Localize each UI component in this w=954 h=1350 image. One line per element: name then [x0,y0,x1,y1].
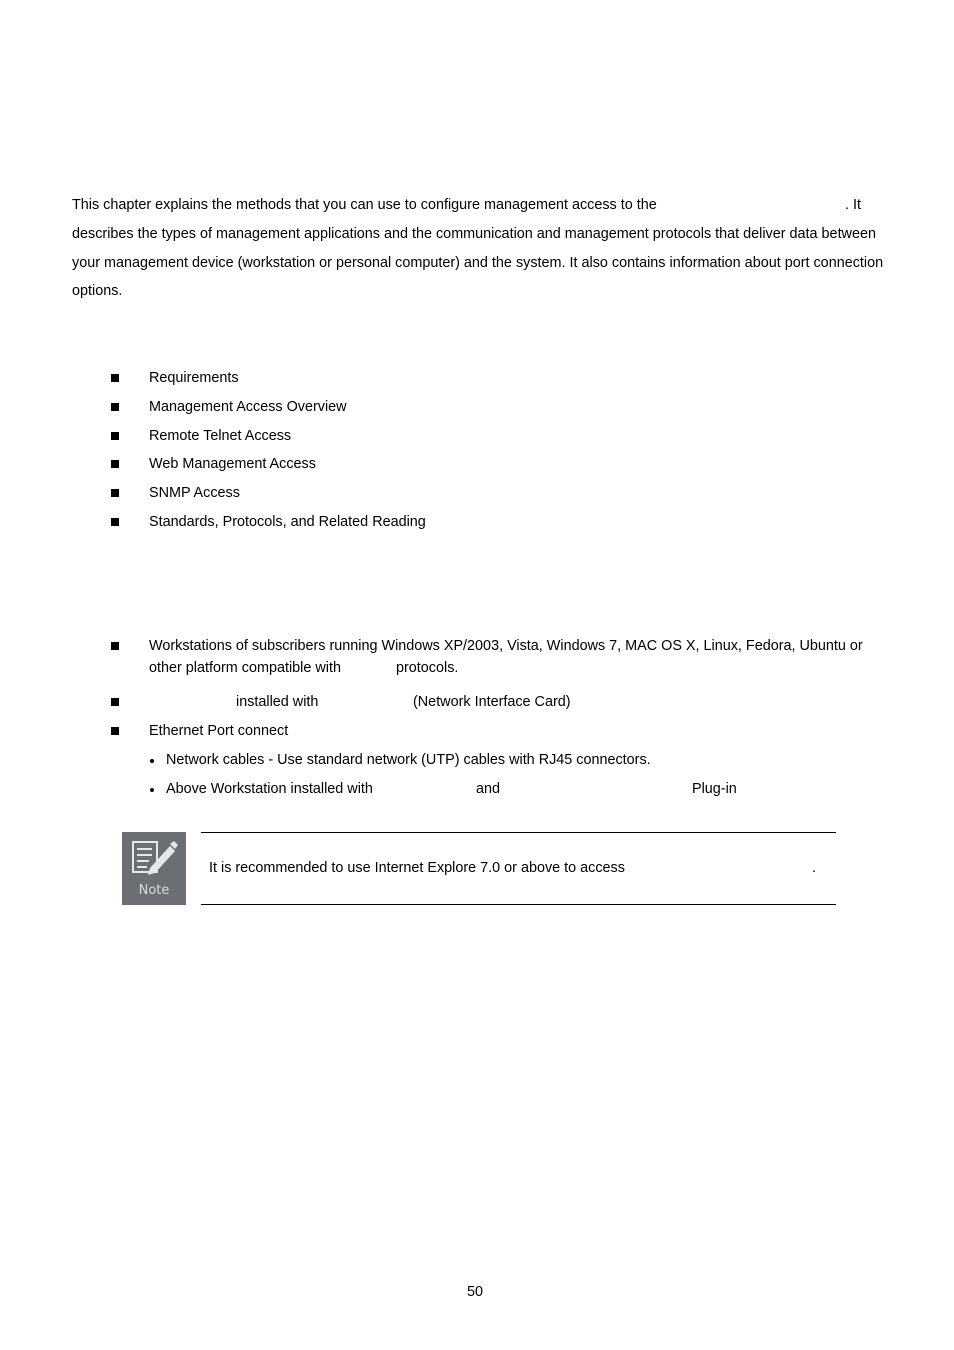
square-bullet-icon [111,698,119,706]
square-bullet-icon [111,489,119,497]
round-bullet-icon [150,788,154,792]
list-item: Requirements [149,370,239,386]
note-text: It is recommended to use Internet Explore 7.0 or above to access [209,860,625,876]
square-bullet-icon [111,432,119,440]
requirement-nic-b: (Network Interface Card) [413,694,571,710]
requirement-workstations-line-2b: protocols. [396,660,459,676]
list-item: Web Management Access [149,456,316,472]
square-bullet-icon [111,460,119,468]
requirement-browser-b: and [476,781,501,797]
intro-line-4: options. [72,283,123,299]
intro-line-3: your management device (workstation or personal computer) and the system. It also contains information about port connection [72,255,884,271]
square-bullet-icon [111,642,119,650]
note-text-end: . [812,860,816,876]
requirement-workstations-line-2a: other platform compatible with [149,660,341,676]
intro-line-1b: . It [845,197,861,213]
list-item: SNMP Access [149,485,240,501]
note-icon-label: Note [138,883,170,898]
requirement-ethernet: Ethernet Port connect [149,723,289,739]
square-bullet-icon [111,518,119,526]
list-item: Remote Telnet Access [149,428,292,444]
square-bullet-icon [111,727,119,735]
note-icon [122,832,186,905]
list-item: Management Access Overview [149,399,347,415]
note-top-rule [201,832,836,833]
intro-line-1a: This chapter explains the methods that you can use to configure management access to the [72,197,657,213]
requirement-cables: Network cables - Use standard network (UTP) cables with RJ45 connectors. [166,752,651,768]
page-number: 50 [467,1284,484,1300]
intro-line-2: describes the types of management applications and the communication and management protocols that deliver data between [72,226,876,242]
requirement-browser-c: Plug-in [692,781,737,797]
round-bullet-icon [150,759,154,763]
list-item: Standards, Protocols, and Related Reading [149,514,426,530]
requirement-browser-a: Above Workstation installed with [166,781,373,797]
requirement-nic-a: installed with [236,694,319,710]
square-bullet-icon [111,374,119,382]
note-bottom-rule [201,904,836,905]
requirement-workstations-line-1: Workstations of subscribers running Windows XP/2003, Vista, Windows 7, MAC OS X, Linux, Fedora, Ubuntu or [149,638,863,654]
square-bullet-icon [111,403,119,411]
